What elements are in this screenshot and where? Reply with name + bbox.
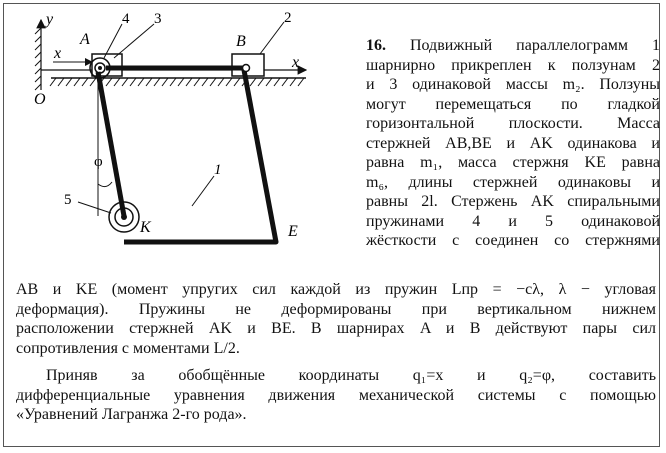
task-line: «Уравнений Лагранжа 2-го рода». [16,406,247,423]
statement-line: AB и KE (момент упругих сил каждой из пружин Lпр = −cλ, λ − угловая [16,281,656,298]
label-e: E [288,223,298,240]
statement-line: m₆, длины стержней одинаковы и [366,173,660,191]
task-line: дифференциальные уравнения движения механической системы с помощью [16,386,656,404]
label-a: A [80,31,90,48]
leader-3 [114,24,154,58]
hinge-e [274,240,279,245]
label-y: y [46,11,54,28]
statement-line: равна m₁, масса стержня KE равна [366,154,660,171]
statement-line: шарнирно прикреплен к ползунам 2 [366,56,660,74]
label-k: K [140,219,151,236]
label-4: 4 [122,11,130,27]
statement-line-1: 16. Подвижный параллелограмм 1 [366,37,661,54]
label-3: 3 [154,11,162,27]
statement-line: сопротивления с моментами L/2. [16,339,240,357]
label-x-axis: x [292,54,300,71]
label-origin: O [34,91,46,108]
label-phi: φ [94,154,103,170]
label-5: 5 [64,192,72,208]
statement-line: могут перемещаться по гладкой [366,95,660,113]
problem-statement-right [366,36,660,251]
statement-line: пружинами 4 и 5 одинаковой [366,212,660,230]
label-x-left: x [54,45,62,62]
statement-line: расположении стержней AK и BE. В шарнирах A и B действуют пары сил [16,320,656,337]
leader-2 [260,22,284,54]
statement-line: равны 2l. Стержень AK спиральными [366,193,660,210]
hinge-b [243,65,250,72]
problem-number: 16. [366,37,386,54]
label-2: 2 [284,10,292,26]
label-b: B [236,33,246,50]
statement-line: стержней AB,BE и AK одинакова и [366,134,660,152]
rod-be [244,70,276,242]
label-1: 1 [214,162,222,178]
mechanism-figure [6,6,356,268]
statement-line: жёсткости c соединен со стержнями [366,232,660,249]
problem-statement-bottom [16,280,656,425]
statement-line: и 3 одинаковой массы m₂. Ползуны [366,76,660,93]
ground-hatch [35,28,306,90]
phi-arc [98,182,112,187]
statement-line: горизонтальной плоскости. Масса [366,115,660,132]
task-line: Приняв за обобщённые координаты q₁=x и q₂=φ, составить [46,367,656,384]
rod-ak [98,72,124,216]
leader-1 [192,176,214,206]
leader-5 [78,202,111,213]
statement-line: деформация). Пружины не деформированы при вертикальном нижнем [16,300,656,318]
